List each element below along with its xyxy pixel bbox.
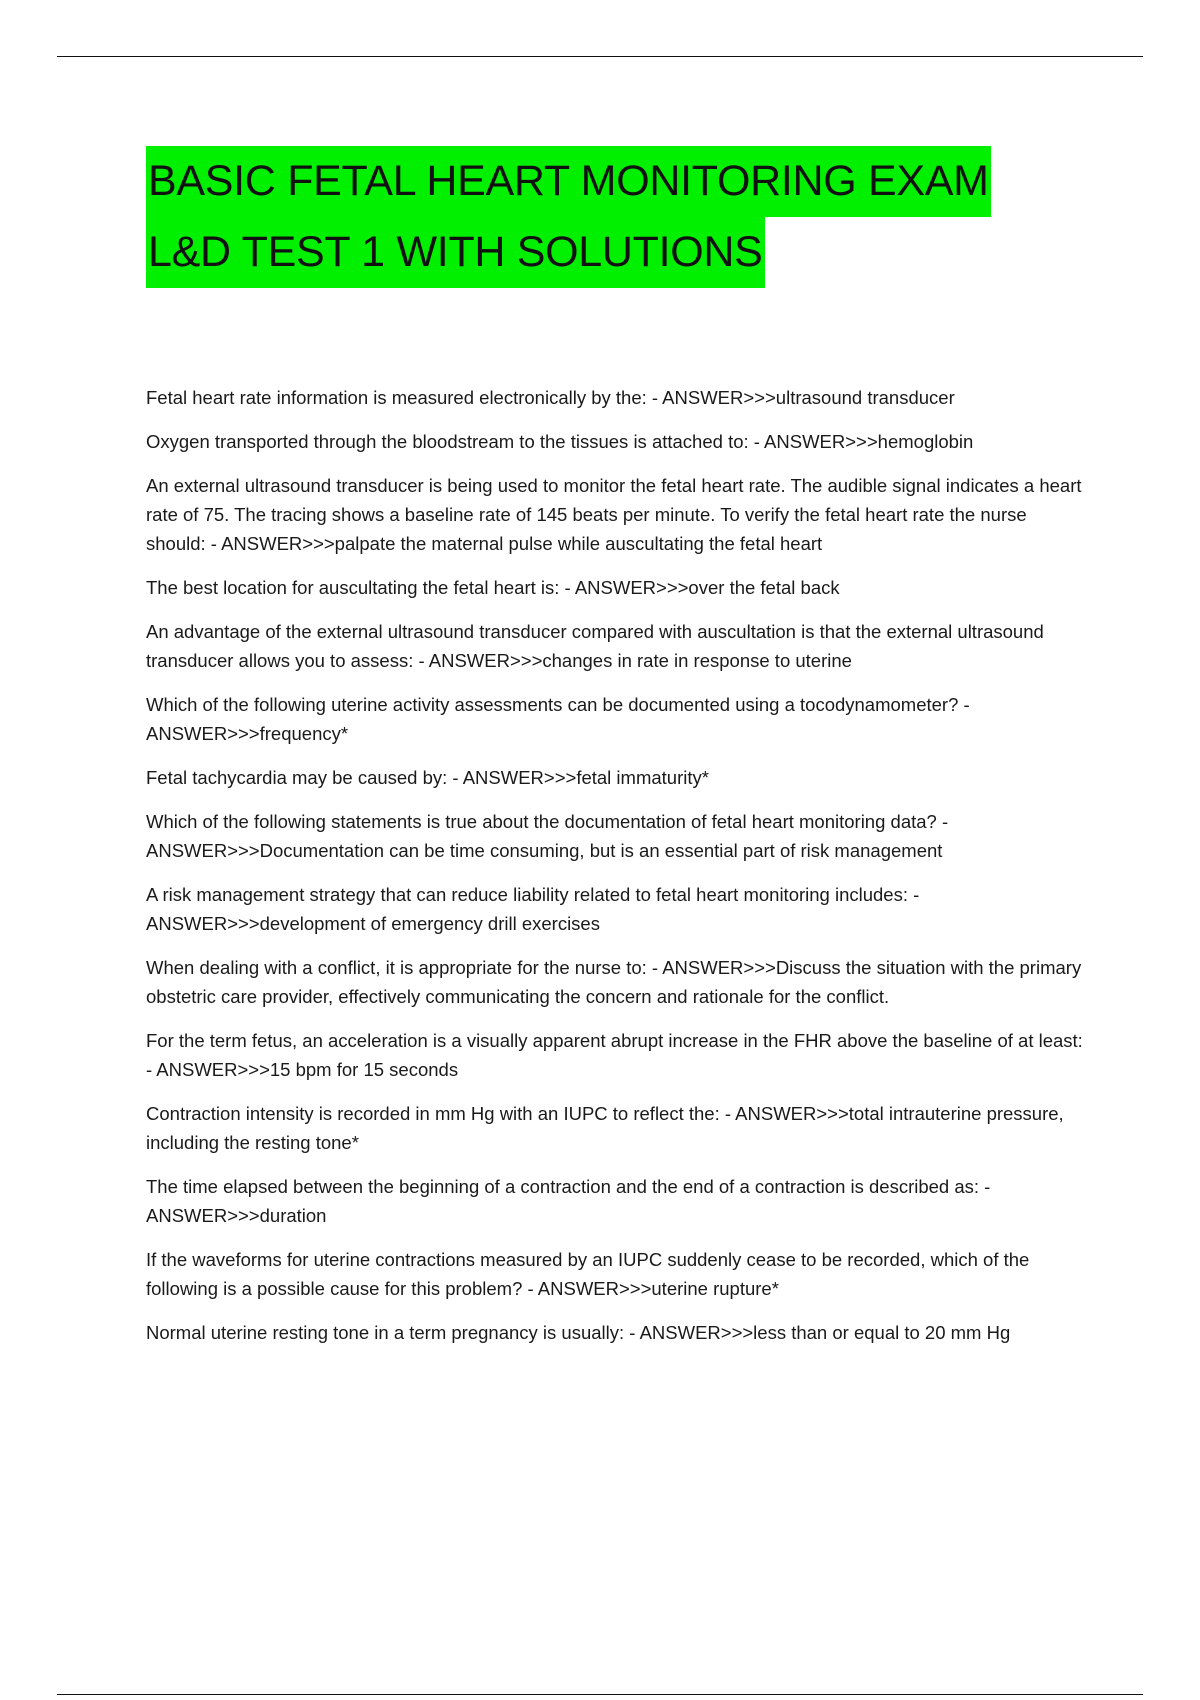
- qa-item: Contraction intensity is recorded in mm Hg with an IUPC to reflect the: - ANSWER>>>total intrauterine pressure, including the resting tone*: [146, 1103, 1064, 1153]
- qa-item: The best location for auscultating the fetal heart is: - ANSWER>>>over the fetal back: [146, 577, 840, 598]
- qa-item: Fetal tachycardia may be caused by: - ANSWER>>>fetal immaturity*: [146, 767, 709, 788]
- qa-item: An advantage of the external ultrasound transducer compared with auscultation is that the external ultrasound transducer allows you to assess: - ANSWER>>>changes in rate in response to uterine: [146, 621, 1044, 671]
- qa-item: Oxygen transported through the bloodstream to the tissues is attached to: - ANSWER>>>hemoglobin: [146, 431, 974, 452]
- qa-item: A risk management strategy that can reduce liability related to fetal heart monitoring includes: - ANSWER>>>development of emergency drill exercises: [146, 884, 920, 934]
- qa-item: For the term fetus, an acceleration is a visually apparent abrupt increase in the FHR above the baseline of at least: - ANSWER>>>15 bpm for 15 seconds: [146, 1030, 1083, 1080]
- title-line-2: L&D TEST 1 WITH SOLUTIONS: [146, 217, 765, 288]
- qa-item: If the waveforms for uterine contractions measured by an IUPC suddenly cease to be recorded, which of the following is a possible cause for this problem? - ANSWER>>>uterine rupture*: [146, 1249, 1030, 1299]
- bottom-divider: [57, 1694, 1143, 1695]
- document-title: [146, 146, 1106, 288]
- qa-item: An external ultrasound transducer is being used to monitor the fetal heart rate. The audible signal indicates a heart rate of 75. The tracing shows a baseline rate of 145 beats per minute. To verify the fetal heart rate the nurse should: - ANSWER>>>palpate the maternal pulse while auscultating the fetal heart: [146, 475, 1082, 554]
- qa-item: The time elapsed between the beginning of a contraction and the end of a contraction is described as: - ANSWER>>>duration: [146, 1176, 991, 1226]
- qa-item: Which of the following uterine activity assessments can be documented using a tocodynamometer? - ANSWER>>>frequency*: [146, 694, 970, 744]
- question-answer-list: [146, 383, 1086, 1362]
- top-divider: [57, 56, 1143, 57]
- qa-item: Normal uterine resting tone in a term pregnancy is usually: - ANSWER>>>less than or equal to 20 mm Hg: [146, 1322, 1011, 1343]
- qa-item: Which of the following statements is true about the documentation of fetal heart monitoring data? - ANSWER>>>Documentation can be time consuming, but is an essential part of risk management: [146, 811, 949, 861]
- qa-item: Fetal heart rate information is measured electronically by the: - ANSWER>>>ultrasound transducer: [146, 387, 955, 408]
- qa-item: When dealing with a conflict, it is appropriate for the nurse to: - ANSWER>>>Discuss the situation with the primary obstetric care provider, effectively communicating the concern and rationale for the conflict.: [146, 957, 1082, 1007]
- title-line-1: BASIC FETAL HEART MONITORING EXAM: [146, 146, 991, 217]
